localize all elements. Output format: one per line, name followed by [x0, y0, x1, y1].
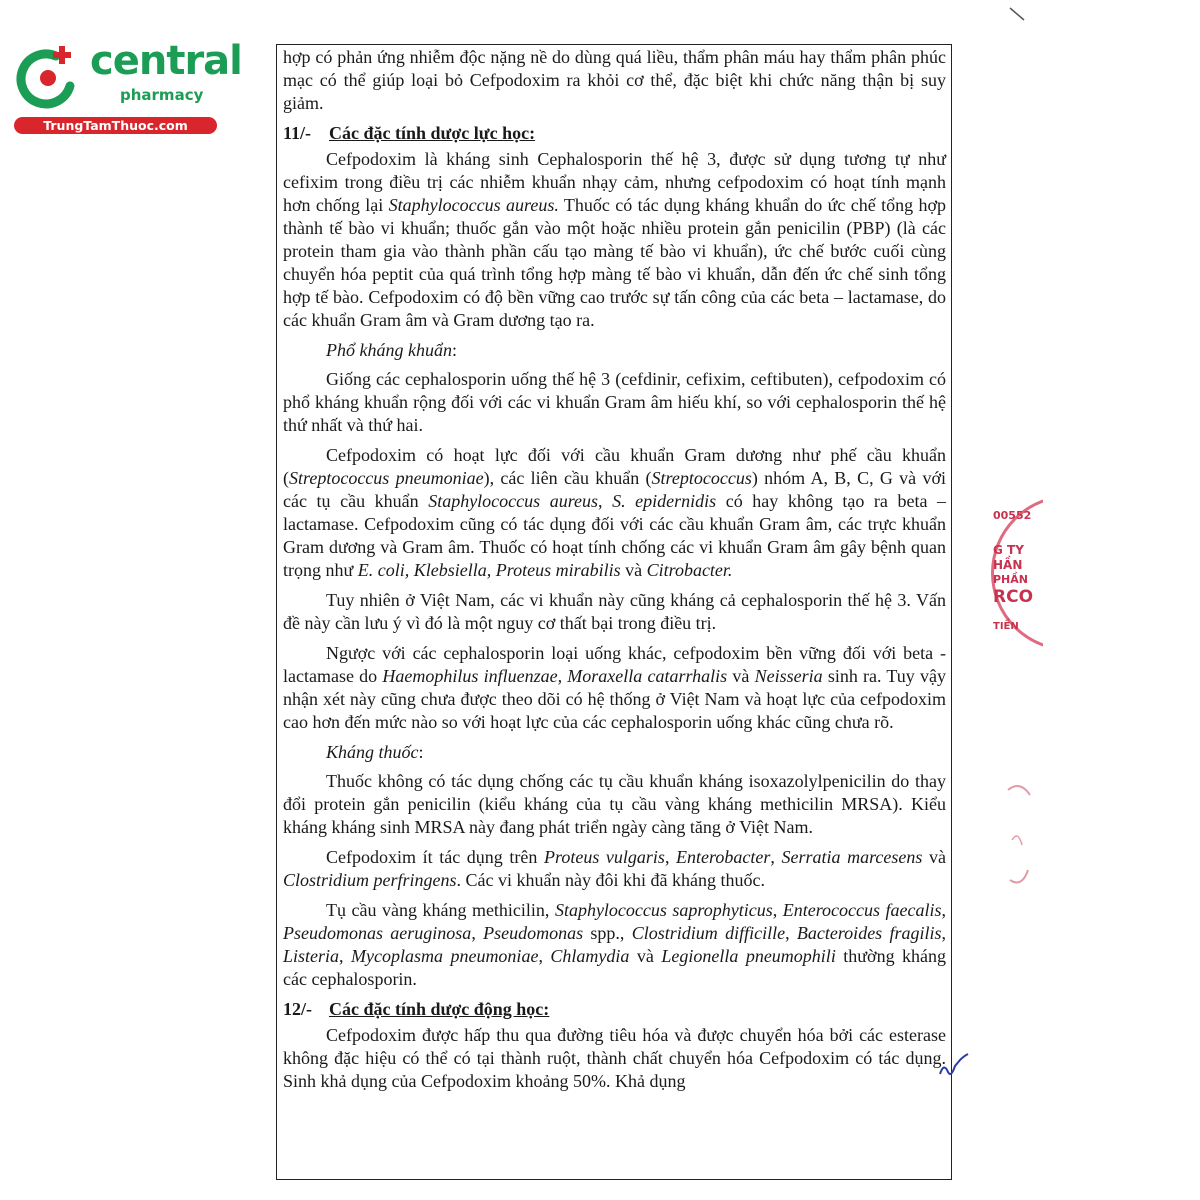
stamp-text-line: G TY	[993, 543, 1024, 557]
resistance-paragraph-2: Cefpodoxim ít tác dụng trên Proteus vulgaris, Enterobacter, Serratia marcesens và Clostridium perfringens. Các vi khuẩn này đôi khi đã kháng thuốc.	[283, 847, 946, 890]
spectrum-paragraph-1: Giống các cephalosporin uống thế hệ 3 (cefdinir, cefixim, ceftibuten), cefpodoxim có phổ kháng khuẩn rộng đối với các vi khuẩn Gram âm hiếu khí, so với cephalosporin thế hệ thứ nhất và thứ hai.	[283, 369, 946, 435]
stamp-text-line: PHẦN	[993, 573, 1028, 586]
company-stamp	[983, 495, 1043, 655]
pharmacokinetics-paragraph-1: Cefpodoxim được hấp thu qua đường tiêu hóa và được chuyển hóa bởi các esterase không đặc hiệu có thể có tại thành ruột, thành chất chuyển hóa Cefpodoxim có tác dụng. Sinh khả dụng của Cefpodoxim khoảng 50%. Khả dụng	[283, 1025, 946, 1091]
document-page	[276, 44, 952, 1180]
central-pharmacy-logo	[8, 38, 242, 138]
signature-squiggle-icon	[938, 1052, 972, 1082]
spectrum-subheading: Phổ kháng khuẩn:	[326, 340, 457, 360]
section-12-number: 12/-	[283, 999, 312, 1019]
section-11-title: Các đặc tính dược lực học:	[329, 123, 536, 143]
section-12-heading	[283, 998, 946, 1021]
logo-subtitle: pharmacy	[120, 86, 204, 104]
faint-stamp-mark-icon	[1000, 770, 1040, 910]
stamp-text-line: TIỀN	[993, 621, 1019, 632]
scan-corner-mark-icon	[1008, 6, 1026, 22]
vietnam-resistance-paragraph: Tuy nhiên ở Việt Nam, các vi khuẩn này cũng kháng cả cephalosporin thế hệ 3. Vấn đề này cần lưu ý vì đó là một nguy cơ thất bại trong điều trị.	[283, 590, 946, 633]
stamp-text-line: HẦN	[993, 558, 1023, 572]
pharmacodynamics-paragraph-1: Cefpodoxim là kháng sinh Cephalosporin thế hệ 3, được sử dụng tương tự như cefixim trong điều trị các nhiễm khuẩn nhạy cảm, nhưng cefpodoxim có hoạt tính mạnh hơn chống lại Staphylococcus aureus. Thuốc có tác dụng kháng khuẩn do ức chế tổng hợp thành tế bào vi khuẩn; thuốc gắn vào một hoặc nhiều protein gắn penicilin (PBP) (là các protein tham gia vào thành phần cấu tạo màng tế bào vi khuẩn), ức chế bước cuối cùng chuyển hóa peptit của quá trình tổng hợp màng tế bào vi khuẩn, dẫn đến ức chế sinh tổng hợp tế bào. Cefpodoxim có độ bền vững cao trước sự tấn công của các beta – lactamase, do các khuẩn Gram âm và Gram dương tạo ra.	[283, 149, 946, 330]
section-11-heading	[283, 122, 946, 145]
logo-website: TrungTamThuoc.com	[14, 117, 217, 134]
resistance-paragraph-3: Tụ cầu vàng kháng methicilin, Staphylococcus saprophyticus, Enterococcus faecalis, Pseudomonas aeruginosa, Pseudomonas spp., Clostridium difficille, Bacteroides fragilis, Listeria, Mycoplasma pneumoniae, Chlamydia và Legionella pneumophili thường kháng các cephalosporin.	[283, 900, 947, 989]
resistance-paragraph-1: Thuốc không có tác dụng chống các tụ cầu khuẩn kháng isoxazolylpenicilin do thay đổi protein gắn penicilin (kiểu kháng của tụ cầu vàng kháng methicilin MRSA). Kiểu kháng kháng sinh MRSA này đang phát triển ngày càng tăng ở Việt Nam.	[283, 771, 946, 837]
resistance-subheading: Kháng thuốc:	[326, 742, 424, 762]
section-12-title: Các đặc tính dược động học:	[329, 999, 550, 1019]
logo-name: central	[90, 38, 242, 84]
spectrum-paragraph-2: Cefpodoxim có hoạt lực đối với cầu khuẩn Gram dương như phế cầu khuẩn (Streptococcus pneumoniae), các liên cầu khuẩn (Streptococcus) nhóm A, B, C, G và với các tụ cầu khuẩn Staphylococcus aureus, S. epidernidis có hay không tạo ra beta – lactamase. Cefpodoxim cũng có tác dụng đối với các cầu khuẩn Gram âm, các trực khuẩn Gram dương và Gram âm. Thuốc có hoạt tính chống các vi khuẩn Gram âm gây bệnh quan trọng như E. coli, Klebsiella, Proteus mirabilis và Citrobacter.	[283, 445, 947, 580]
pharmacy-cross-logo-icon	[12, 40, 84, 112]
stamp-text-line: 00552	[993, 509, 1032, 522]
stamp-text-line: RCO	[993, 587, 1034, 607]
intro-paragraph: hợp có phản ứng nhiễm độc nặng nề do dùng quá liều, thẩm phân máu hay thẩm phân phúc mạc có thể giúp loại bỏ Cefpodoxim ra khỏi cơ thể, đặc biệt khi chức năng thận bị suy giảm.	[283, 47, 946, 113]
section-11-number: 11/-	[283, 123, 312, 143]
beta-lactamase-paragraph: Ngược với các cephalosporin loại uống khác, cefpodoxim bền vững đối với beta - lactamase do Haemophilus influenzae, Moraxella catarrhalis và Neisseria sinh ra. Tuy vậy nhận xét này cũng chưa được theo dõi có hệ thống ở Việt Nam và hoạt lực của cefpodoxim cao hơn đến mức nào so với hoạt lực của các cephalosporin uống khác cũng chưa rõ.	[283, 643, 946, 732]
